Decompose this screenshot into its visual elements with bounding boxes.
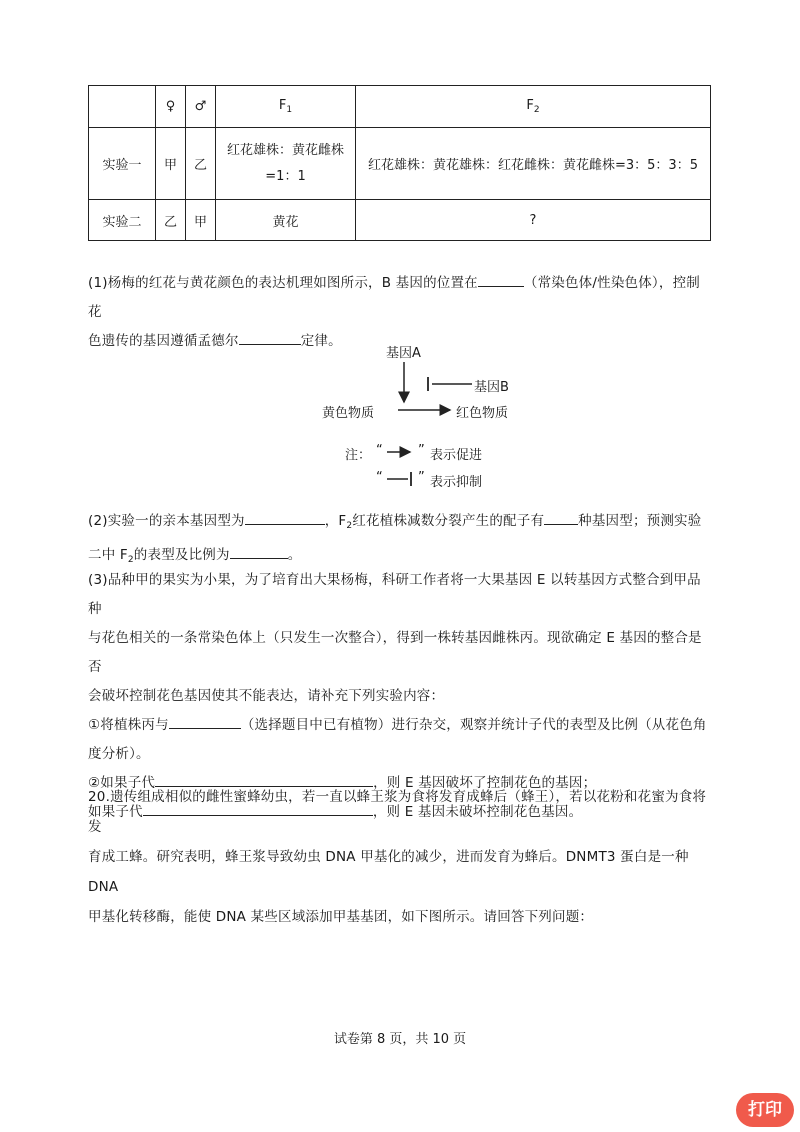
answer-blank[interactable] xyxy=(245,509,325,525)
q2-text-4: 种基因型；预测实验 xyxy=(578,513,702,529)
table-row xyxy=(89,128,711,200)
table-header-row xyxy=(89,86,711,128)
row-f2: ? xyxy=(356,200,711,241)
question-2 xyxy=(88,507,713,575)
header-female: ♀ xyxy=(156,86,186,128)
header-f2-sub: 2 xyxy=(533,105,540,115)
row-male: 乙 xyxy=(186,128,216,200)
header-blank xyxy=(89,86,156,128)
q2-sub-1: 2 xyxy=(346,521,353,531)
q20-line2: 育成工蜂。研究表明，蜂王浆导致幼虫 DNA 甲基化的减少，进而发育为蜂后。DNMT3 蛋白是一种 DNA xyxy=(88,849,689,895)
page-footer: 试卷第 8 页，共 10 页 xyxy=(333,1032,467,1047)
answer-blank[interactable] xyxy=(169,713,241,729)
q1-text-3: 色遗传的基因遵循孟德尔 xyxy=(88,333,239,349)
q20-line3: 甲基化转移酶，能使 DNA 某些区域添加甲基基团，如下图所示。请回答下列问题： xyxy=(88,909,594,925)
header-f2-text: F xyxy=(526,98,534,113)
q3-step1-line1 xyxy=(88,711,713,740)
q2-line1 xyxy=(88,507,713,541)
q3-s2-text-1: ②如果子代 xyxy=(88,775,156,791)
q1-text-2: （常染色体/性染色体），控制花 xyxy=(88,275,700,320)
row-f1-line2: =1：1 xyxy=(265,168,306,184)
row-male: 甲 xyxy=(186,200,216,241)
print-button[interactable]: 打印 xyxy=(736,1093,794,1127)
q3-s2-text-2: ，则 E 基因破坏了控制花色的基因； xyxy=(373,775,597,791)
answer-blank[interactable] xyxy=(230,543,288,559)
q3-step1-line2: 度分析）。 xyxy=(88,746,150,762)
legend-inhibit-quote-close: ” xyxy=(418,470,425,485)
yellow-substance-label: 黄色物质 xyxy=(322,406,375,421)
legend-promote-quote-open: “ xyxy=(376,443,383,458)
red-substance-label: 红色物质 xyxy=(456,406,509,421)
gene-b-label: 基因B xyxy=(474,380,509,395)
q2-text-6: 的表型及比例为 xyxy=(133,547,230,563)
q2-text-7: 。 xyxy=(287,547,302,563)
row-f1 xyxy=(216,128,356,200)
answer-blank[interactable] xyxy=(239,329,301,345)
question-20 xyxy=(88,782,713,932)
q1-text-1: (1)杨梅的红花与黄花颜色的表达机理如图所示，B 基因的位置在 xyxy=(88,275,478,291)
row-f1-line1: 红花雄株：黄花雌株 xyxy=(226,142,344,158)
row-f2: 红花雄株：黄花雄株：红花雌株：黄花雌株=3：5：3：5 xyxy=(356,128,711,200)
row-name: 实验二 xyxy=(89,200,156,241)
header-f1-sub: 1 xyxy=(286,105,293,115)
header-male: ♂ xyxy=(186,86,216,128)
answer-blank[interactable] xyxy=(478,271,524,287)
q1-text-4: 定律。 xyxy=(300,333,342,349)
legend-promote-quote-close: ” xyxy=(418,443,425,458)
experiment-table xyxy=(88,85,711,241)
q2-text-5: 二中 F xyxy=(88,547,128,563)
row-female: 乙 xyxy=(156,200,186,241)
row-female: 甲 xyxy=(156,128,186,200)
legend-inhibit-text: 表示抑制 xyxy=(430,475,483,490)
header-f2 xyxy=(356,86,711,128)
q2-text-2: ，F xyxy=(324,513,347,529)
q3-s3-text-2: ，则 E 基因未破坏控制花色基因。 xyxy=(372,804,583,820)
note-label: 注： xyxy=(345,448,372,463)
q3-line2: 与花色相关的一条常染色体上（只发生一次整合），得到一株转基因雌株丙。现欲确定 E 基因的整合是否 xyxy=(88,630,702,675)
row-name: 实验一 xyxy=(89,128,156,200)
gene-expression-diagram xyxy=(300,340,560,495)
table-row xyxy=(89,200,711,241)
row-f1: 黄花 xyxy=(216,200,356,241)
q1-line1 xyxy=(88,269,713,327)
q2-text-1: (2)实验一的亲本基因型为 xyxy=(88,513,245,529)
q3-s1-text-2: （选择题目中已有植物）进行杂交，观察并统计子代的表型及比例（从花色角 xyxy=(240,717,707,733)
q3-s1-text-1: ①将植株丙与 xyxy=(88,717,169,733)
legend-inhibit-quote-open: “ xyxy=(376,470,383,485)
q3-line1: (3)品种甲的果实为小果，为了培育出大果杨梅，科研工作者将一大果基因 E 以转基因方式整合到甲品种 xyxy=(88,572,701,617)
answer-blank[interactable] xyxy=(544,509,578,525)
gene-a-label: 基因A xyxy=(386,346,421,361)
header-f1-text: F xyxy=(278,98,287,113)
header-f1 xyxy=(216,86,356,128)
legend-promote-text: 表示促进 xyxy=(430,448,483,463)
q2-text-3: 红花植株减数分裂产生的配子有 xyxy=(352,513,545,529)
q3-line3: 会破坏控制花色基因使其不能表达，请补充下列实验内容： xyxy=(88,688,445,704)
q3-s3-text-1: 如果子代 xyxy=(88,804,143,820)
q20-line1: 20.遗传组成相似的雌性蜜蜂幼虫，若一直以蜂王浆为食将发育成蜂后（蜂王），若以花粉和花蜜为食将发 xyxy=(88,789,707,835)
q2-sub-2: 2 xyxy=(127,555,134,565)
